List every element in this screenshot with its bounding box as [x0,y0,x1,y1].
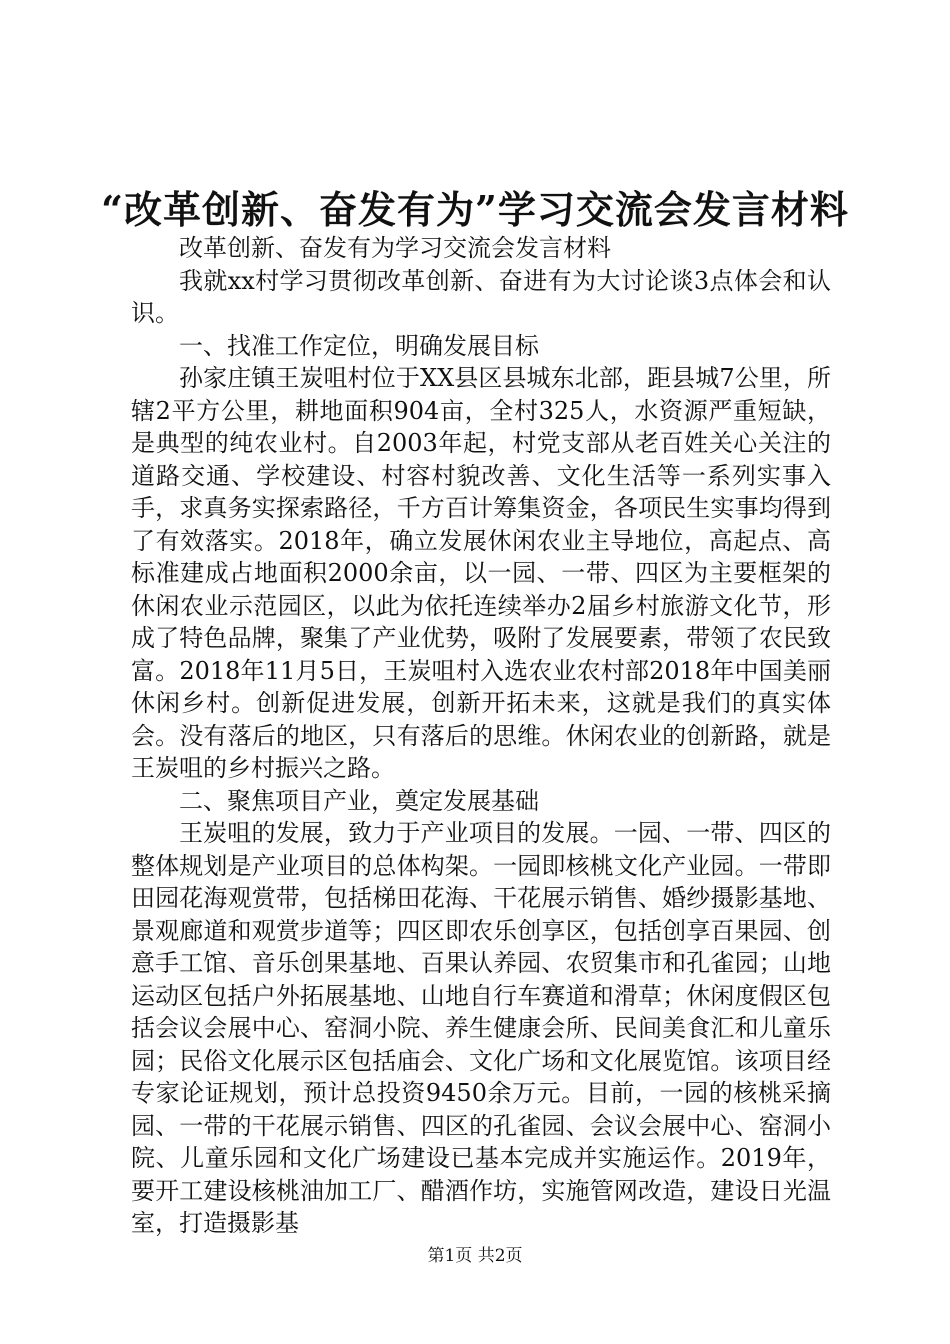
paragraph-section-1: 孙家庄镇王炭咀村位于XX县区县城东北部，距县城7公里，所辖2平方公里，耕地面积904亩，全村325人，水资源严重短缺，是典型的纯农业村。自2003年起，村党支部从老百姓关心关注的道路交通、学校建设、村容村貌改善、文化生活等一系列实事入手，求真务实探索路径，千方百计筹集资金，各项民生实事均得到了有效落实。2018年，确立发展休闲农业主导地位，高起点、高标准建成占地面积2000余亩，以一园、一带、四区为主要框架的休闲农业示范园区，以此为依托连续举办2届乡村旅游文化节，形成了特色品牌，聚集了产业优势，吸附了发展要素，带领了农民致富。2018年11月5日，王炭咀村入选农业农村部2018年中国美丽休闲乡村。创新促进发展，创新开拓未来，这就是我们的真实体会。没有落后的地区，只有落后的思维。休闲农业的创新路，就是王炭咀的乡村振兴之路。 [131,364,831,782]
paragraph-intro: 我就xx村学习贯彻改革创新、奋进有为大讨论谈3点体会和认识。 [131,266,831,327]
paragraph-subtitle: 改革创新、奋发有为学习交流会发言材料 [179,234,611,262]
section-heading-1: 一、找准工作定位，明确发展目标 [179,331,539,360]
document-title: “改革创新、奋发有为”学习交流会发言材料 [101,187,849,232]
section-heading-2: 二、聚焦项目产业，奠定发展基础 [179,786,539,815]
document-body [131,232,831,1240]
page-footer: 第1页 共2页 [427,1246,523,1266]
paragraph-section-2: 王炭咀的发展，致力于产业项目的发展。一园、一带、四区的整体规划是产业项目的总体构架。一园即核桃文化产业园。一带即田园花海观赏带，包括梯田花海、干花展示销售、婚纱摄影基地、景观廊道和观赏步道等；四区即农乐创享区，包括创享百果园、创意手工馆、音乐创果基地、百果认养园、农贸集市和孔雀园；山地运动区包括户外拓展基地、山地自行车赛道和滑草；休闲度假区包括会议会展中心、窑洞小院、养生健康会所、民间美食汇和儿童乐园；民俗文化展示区包括庙会、文化广场和文化展览馆。该项目经专家论证规划，预计总投资9450余万元。目前，一园的核桃采摘园、一带的干花展示销售、四区的孔雀园、会议会展中心、窑洞小院、儿童乐园和文化广场建设已基本完成并实施运作。2019年，要开工建设核桃油加工厂、醋酒作坊，实施管网改造，建设日光温室，打造摄影基 [131,819,831,1237]
